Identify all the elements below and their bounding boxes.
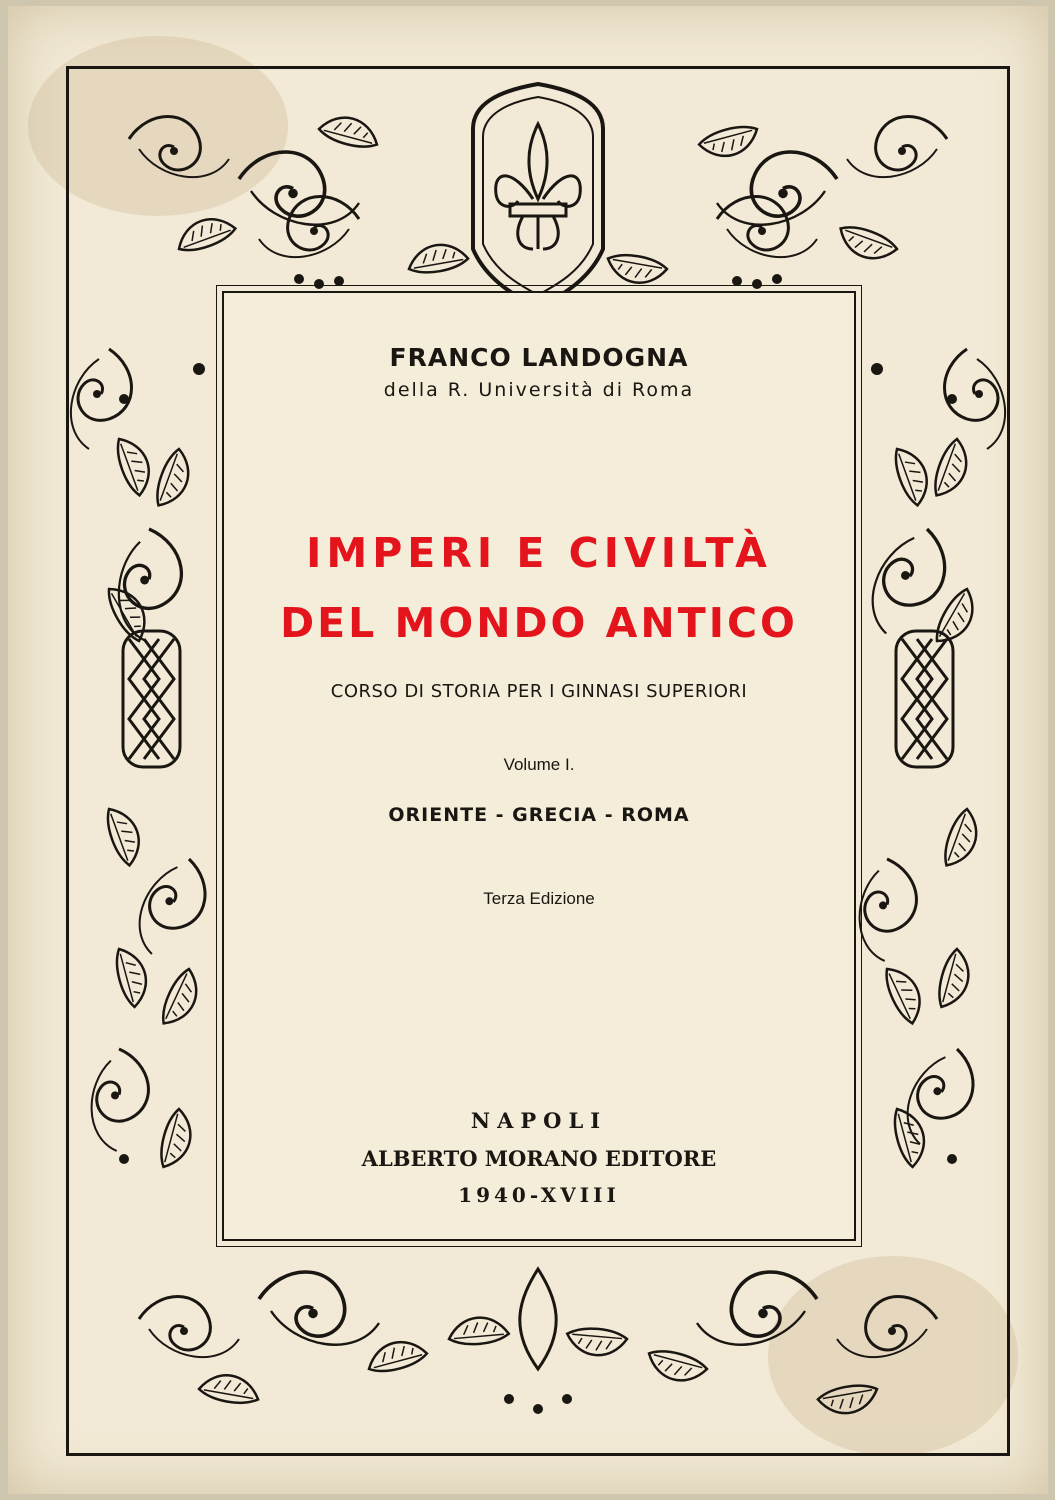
author-name: FRANCO LANDOGNA	[389, 343, 689, 372]
edition-label: Terza Edizione	[483, 889, 595, 908]
title-line-1: IMPERI E CIVILTÀ	[306, 529, 772, 577]
volume-sections: ORIENTE - GRECIA - ROMA	[388, 804, 690, 826]
publisher-name: ALBERTO MORANO EDITORE	[361, 1146, 717, 1171]
fleur-de-lis-shield-icon	[473, 84, 603, 309]
subtitle: CORSO DI STORIA PER I GINNASI SUPERIORI	[330, 681, 748, 702]
publisher-city: NAPOLI	[470, 1108, 608, 1133]
title-panel	[222, 291, 856, 1241]
book-cover	[8, 6, 1048, 1494]
volume-label: Volume I.	[503, 755, 575, 774]
publication-year: 1940-XVIII	[458, 1183, 620, 1207]
author-affiliation: della R. Università di Roma	[383, 379, 695, 401]
title-line-2: DEL MONDO ANTICO	[280, 599, 798, 647]
